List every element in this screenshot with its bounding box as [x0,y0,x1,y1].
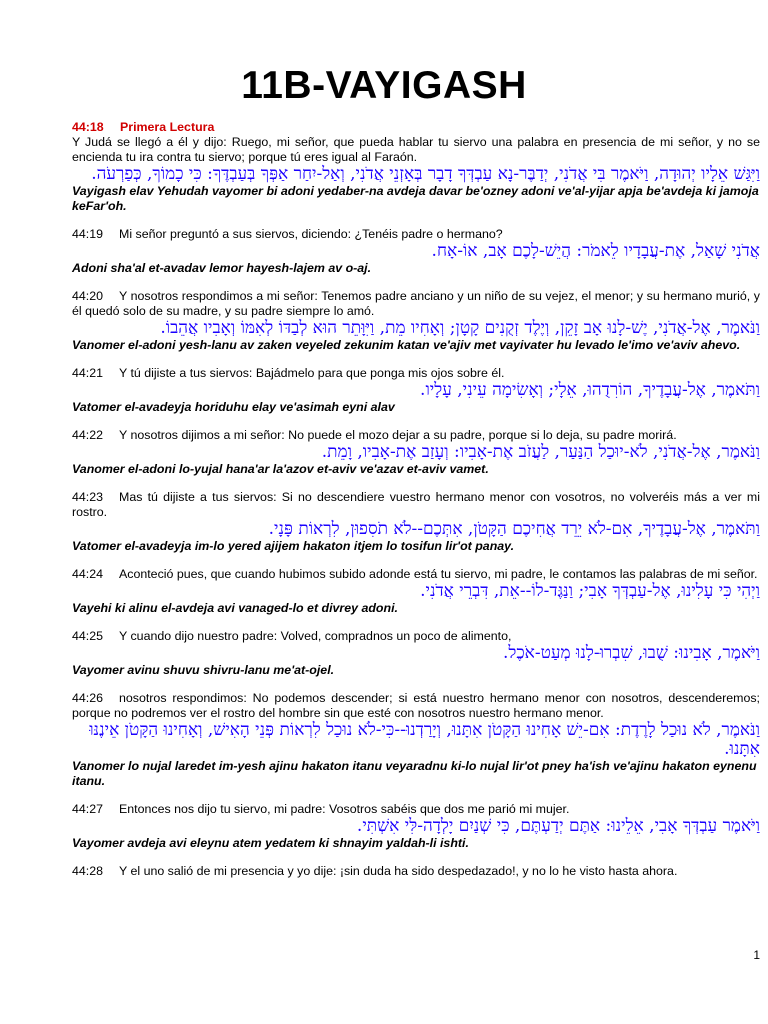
verse-ref: 44:25 [72,629,104,643]
verse-ref: 44:21 [72,366,104,380]
hebrew-text: וַנֹּאמֶר, לֹא נוּכַל לָרֶדֶת: אִם-יֵשׁ אָחִינוּ הַקָּטֹן אִתָּנוּ, וְיָרַדְנוּ--כִּי-לֹא נוּכַל לִרְאוֹת פְּנֵי הָאִישׁ, וְאָחִינוּ הַקָּטֹן אֵינֶנּוּ אִתָּנוּ. [89,720,760,759]
transliteration-text: Vanomer el-adoni yesh-lanu av zaken veyeled zekunim katan ve'ajiv met vayivater hu levado le'imo ve'aviv ahevo. [72,338,741,352]
verse-list [72,120,760,892]
transliteration-text: Vanomer el-adoni lo-yujal hana'ar la'azov et-aviv ve'azav et-aviv vamet. [72,462,489,476]
spanish-text [72,691,760,721]
lectura-label: Primera Lectura [120,120,215,134]
hebrew-text: וַיֹּאמֶר, אָבִינוּ: שֻׁבוּ, שִׁבְרוּ-לָנוּ מְעַט-אֹכֶל. [503,643,760,663]
verse-ref: 44:26 [72,691,104,705]
transliteration-text: Vatomer el-avadeyja horiduhu elay ve'asimah eyni alav [72,400,395,414]
verse-block [72,490,760,554]
spanish-text [72,490,760,520]
verse-block [72,802,760,851]
hebrew-text: וַיֹּאמֶר עַבְדְּךָ אָבִי, אֵלֵינוּ: אַתֶּם יְדַעְתֶּם, כִּי שְׁנַיִם יָלְדָה-לִּי אִשְׁתִּי. [356,816,760,836]
spanish-verse-text: Y Judá se llegó a él y dijo: Ruego, mi señor, que pueda hablar tu siervo una palabra en presencia de mi señor, y no se encienda tu ira contra tu siervo; porque tú eres igual al Faraón. [72,135,760,164]
hebrew-text: אֲדֹנִי שָׁאַל, אֶת-עֲבָדָיו לֵאמֹר: הֲיֵשׁ-לָכֶם אָב, אוֹ-אָח. [431,241,760,261]
hebrew-text: וַנֹּאמֶר, אֶל-אֲדֹנִי, לֹא-יוּכַל הַנַּעַר, לַעֲזֹב אֶת-אָבִיו: וְעָזַב אֶת-אָבִיו, וָמֵת. [321,442,760,462]
verse-block [72,120,760,214]
spanish-verse-text: nosotros respondimos: No podemos descender; si está nuestro hermano menor con nosotros, descenderemos; porque no podremos ver el rostro del hombre sin que esté con nosotros nuestro hermano menor. [72,691,760,720]
verse-block [72,691,760,789]
spanish-verse-text: Y nosotros respondimos a mi señor: Tenemos padre anciano y un niño de su vejez, el menor; y su hermano murió, y él quedó solo de su madre, y su padre siempre lo amó. [72,289,760,318]
hebrew-text: וַיִּגַּשׁ אֵלָיו יְהוּדָה, וַיֹּאמֶר בִּי אֲדֹנִי, יְדַבֶּר-נָא עַבְדְּךָ דָבָר בְּאָזְנֵי אֲדֹנִי, וְאַל-יִחַר אַפְּךָ בְּעַבְדֶּךָ: כִּי כָמוֹךָ, כְּפַרְעֹה. [91,164,760,184]
verse-block [72,567,760,616]
verse-ref: 44:23 [72,490,104,504]
page-number: 1 [753,948,760,962]
verse-ref: 44:24 [72,567,104,581]
transliteration-text: Adoni sha'al et-avadav lemor hayesh-lajem av o-aj. [72,261,372,275]
verse-block [72,289,760,353]
verse-block [72,227,760,276]
verse-block [72,366,760,415]
verse-block [72,864,760,879]
hebrew-text: וַיְהִי כִּי עָלִינוּ, אֶל-עַבְדְּךָ אָבִי; וַנַּגֶּד-לוֹ--אֵת, דִּבְרֵי אֲדֹנִי. [420,581,760,601]
hebrew-text: וַתֹּאמֶר, אֶל-עֲבָדֶיךָ, אִם-לֹא יֵרֵד אֲחִיכֶם הַקָּטֹן, אִתְּכֶם--לֹא תֹסִפוּן, לִרְאוֹת פָּנָי. [268,519,760,539]
verse-ref: 44:20 [72,289,104,303]
transliteration-text: Vayigash elav Yehudah vayomer bi adoni yedaber-na avdeja davar be'ozney adoni ve'al-yijar apja be'avdeja ki jamoja keFar'oh. [72,184,759,213]
transliteration-text: Vanomer lo nujal laredet im-yesh ajinu hakaton itanu veyaradnu ki-lo nujal lir'ot pney ha'ish ve'ajinu hakaton eynenu itanu. [72,759,757,788]
spanish-text [72,120,760,165]
spanish-text [72,428,760,443]
spanish-text [72,629,760,644]
verse-block [72,629,760,678]
verse-ref: 44:22 [72,428,104,442]
spanish-text [72,227,760,242]
spanish-text [72,289,760,319]
spanish-verse-text: Y nosotros dijimos a mi señor: No puede el mozo dejar a su padre, porque si lo deja, su padre morirá. [119,428,677,442]
spanish-verse-text: Y el uno salió de mi presencia y yo dije: ¡sin duda ha sido despedazado!, y no lo he visto hasta ahora. [119,864,678,878]
spanish-text [72,366,760,381]
transliteration-text: Vayomer avdeja avi eleynu atem yedatem ki shnayim yaldah-li ishti. [72,836,469,850]
verse-ref: 44:19 [72,227,104,241]
spanish-verse-text: Y tú dijiste a tus siervos: Bajádmelo para que ponga mis ojos sobre él. [119,366,505,380]
verse-block [72,428,760,477]
spanish-verse-text: Aconteció pues, que cuando hubimos subido adonde está tu siervo, mi padre, le contamos las palabras de mi señor. [119,567,758,581]
spanish-verse-text: Mas tú dijiste a tus siervos: Si no descendiere vuestro hermano menor con vosotros, no volveréis más a ver mi rostro. [72,490,760,519]
spanish-text [72,802,760,817]
verse-ref: 44:27 [72,802,104,816]
page-title: 11B-VAYIGASH [241,64,527,107]
spanish-verse-text: Y cuando dijo nuestro padre: Volved, compradnos un poco de alimento, [119,629,512,643]
spanish-verse-text: Mi señor preguntó a sus siervos, diciendo: ¿Tenéis padre o hermano? [119,227,503,241]
transliteration-text: Vatomer el-avadeyja im-lo yered ajijem hakaton itjem lo tosifun lir'ot panay. [72,539,515,553]
verse-ref: 44:28 [72,864,104,878]
verse-ref: 44:18 [72,120,104,134]
transliteration-text: Vayomer avinu shuvu shivru-lanu me'at-ojel. [72,663,335,677]
hebrew-text: וַנֹּאמֶר, אֶל-אֲדֹנִי, יֶשׁ-לָנוּ אָב זָקֵן, וְיֶלֶד זְקֻנִים קָטָן; וְאָחִיו מֵת, וַיִּוָּתֵר הוּא לְבַדּוֹ לְאִמּוֹ וְאָבִיו אֲהֵבוֹ. [160,318,760,338]
hebrew-text: וַתֹּאמֶר, אֶל-עֲבָדֶיךָ, הוֹרִדֻהוּ, אֵלָי; וְאָשִׂימָה עֵינִי, עָלָיו. [420,380,760,400]
spanish-text [72,864,760,879]
transliteration-text: Vayehi ki alinu el-avdeja avi vanaged-lo et divrey adoni. [72,601,398,615]
spanish-text [72,567,760,582]
spanish-verse-text: Entonces nos dijo tu siervo, mi padre: Vosotros sabéis que dos me parió mi mujer. [119,802,570,816]
